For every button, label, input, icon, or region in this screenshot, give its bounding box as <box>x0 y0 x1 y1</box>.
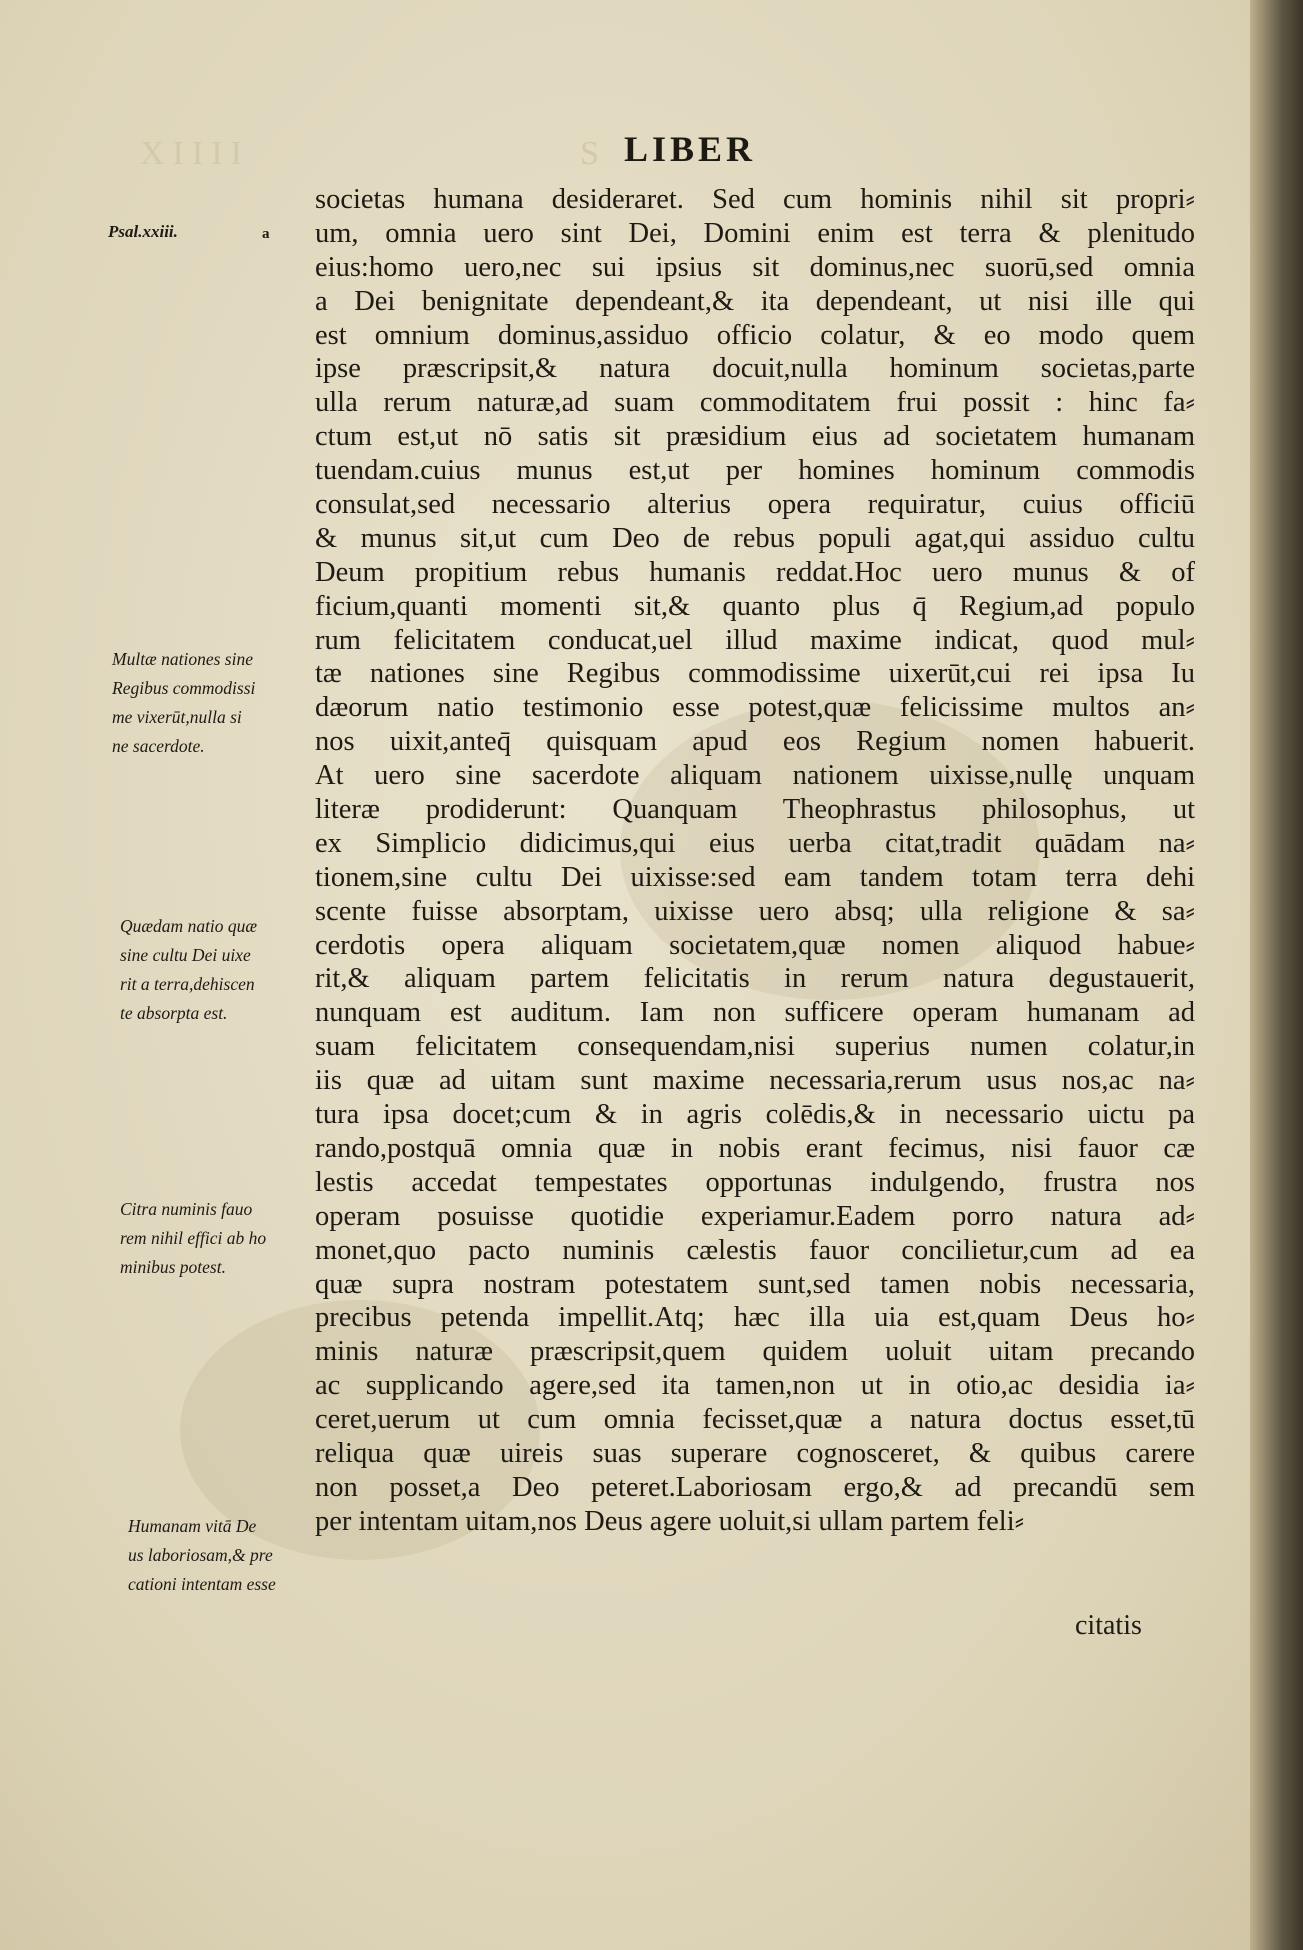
body-text <box>315 183 1195 1539</box>
text-line: precibus petenda impellit.Atq; hæc illa uia est,quam Deus ho⸗ <box>315 1302 1195 1334</box>
bleed-through-right: S <box>580 135 607 172</box>
text-line: ulla rerum naturæ,ad suam commoditatem frui possit : hinc fa⸗ <box>315 387 1195 419</box>
text-line: cerdotis opera aliquam societatem,quæ nomen aliquod habue⸗ <box>315 929 1195 961</box>
text-line: lestis accedat tempestates opportunas indulgendo, frustra nos <box>315 1166 1195 1198</box>
text-line: tæ nationes sine Regibus commodissime uixerūt,cui rei ipsa Iu <box>315 658 1195 690</box>
text-line: ipse præscripsit,& natura docuit,nulla hominum societas,parte <box>315 353 1195 385</box>
text-line: ac supplicando agere,sed ita tamen,non ut in otio,ac desidia ia⸗ <box>315 1370 1195 1402</box>
text-line: operam posuisse quotidie experiamur.Eadem porro natura ad⸗ <box>315 1200 1195 1232</box>
text-line: ficium,quanti momenti sit,& quanto plus q̄ Regium,ad populo <box>315 590 1195 622</box>
text-line: tionem,sine cultu Dei uixisse:sed eam tandem totam terra dehi <box>315 861 1195 893</box>
bleed-through-left: XIIII <box>140 135 250 172</box>
text-line: tura ipsa docet;cum & in agris colēdis,& in necessario uictu pa <box>315 1099 1195 1131</box>
text-line: iis quæ ad uitam sunt maxime necessaria,rerum usus nos,ac na⸗ <box>315 1065 1195 1097</box>
text-line: nunquam est auditum. Iam non sufficere operam humanam ad <box>315 997 1195 1029</box>
text-line: ex Simplicio didicimus,qui eius uerba citat,tradit quādam na⸗ <box>315 827 1195 859</box>
text-line: tuendam.cuius munus est,ut per homines hominum commodis <box>315 455 1195 487</box>
text-line: dæorum natio testimonio esse potest,quæ felicissime multos an⸗ <box>315 692 1195 724</box>
text-line: um, omnia uero sint Dei, Domini enim est terra & plenitudo <box>315 217 1195 249</box>
catchword: citatis <box>1075 1610 1142 1641</box>
text-line: At uero sine sacerdote aliquam nationem uixisse,nullę unquam <box>315 760 1195 792</box>
book-gutter <box>1250 0 1303 1950</box>
text-line: consulat,sed necessario alterius opera requiratur, cuius officiū <box>315 489 1195 521</box>
text-line: rando,postquā omnia quæ in nobis erant fecimus, nisi fauor cæ <box>315 1132 1195 1164</box>
margin-note: Quædam natio quæ sine cultu Dei uixe rit a terra,dehiscen te absorpta est. <box>120 916 258 1023</box>
text-line: monet,quo pacto numinis cælestis fauor concilietur,cum ad ea <box>315 1234 1195 1266</box>
text-line: quæ supra nostram potestatem sunt,sed tamen nobis necessaria, <box>315 1268 1195 1300</box>
text-line: suam felicitatem consequendam,nisi superius numen colatur,in <box>315 1031 1195 1063</box>
text-line: nos uixit,anteq̄ quisquam apud eos Regium nomen habuerit. <box>315 726 1195 758</box>
text-line: minis naturæ præscripsit,quem quidem uoluit uitam precando <box>315 1336 1195 1368</box>
page-header: LIBER <box>623 129 757 169</box>
margin-note: Citra numinis fauo rem nihil effici ab ho minibus potest. <box>120 1199 267 1277</box>
text-line: Deum propitium rebus humanis reddat.Hoc uero munus & of <box>315 556 1195 588</box>
margin-reference-mark: a <box>262 226 270 242</box>
text-line: est omnium dominus,assiduo officio colatur, & eo modo quem <box>315 319 1195 351</box>
text-line: reliqua quæ uireis suas superare cognosceret, & quibus carere <box>315 1437 1195 1469</box>
margin-note: Multæ nationes sine Regibus commodissi me vixerūt,nulla si ne sacerdote. <box>112 649 256 756</box>
text-line: rum felicitatem conducat,uel illud maxime indicat, quod mul⸗ <box>315 624 1195 656</box>
margin-note: Humanam vitā De us laboriosam,& pre cationi intentam esse <box>128 1516 276 1594</box>
text-line: ceret,uerum ut cum omnia fecisset,quæ a natura doctus esset,tū <box>315 1404 1195 1436</box>
text-line: rit,& aliquam partem felicitatis in rerum natura degustauerit, <box>315 963 1195 995</box>
margin-reference: Psal.xxiii. <box>108 222 178 241</box>
text-line: ctum est,ut nō satis sit præsidium eius ad societatem humanam <box>315 421 1195 453</box>
text-line: eius:homo uero,nec sui ipsius sit dominus,nec suorū,sed omnia <box>315 251 1195 283</box>
text-line: scente fuisse absorptam, uixisse uero absq; ulla religione & sa⸗ <box>315 895 1195 927</box>
text-line: & munus sit,ut cum Deo de rebus populi agat,qui assiduo cultu <box>315 522 1195 554</box>
text-line: societas humana desideraret. Sed cum hominis nihil sit propri⸗ <box>315 184 1195 215</box>
text-line: a Dei benignitate dependeant,& ita dependeant, ut nisi ille qui <box>315 285 1195 317</box>
text-line: non posset,a Deo peteret.Laboriosam ergo,& ad precandū sem <box>315 1471 1195 1503</box>
text-line: literæ prodiderunt: Quanquam Theophrastus philosophus, ut <box>315 794 1195 826</box>
text-line: per intentam uitam,nos Deus agere uoluit,si ullam partem feli⸗ <box>315 1505 1025 1537</box>
